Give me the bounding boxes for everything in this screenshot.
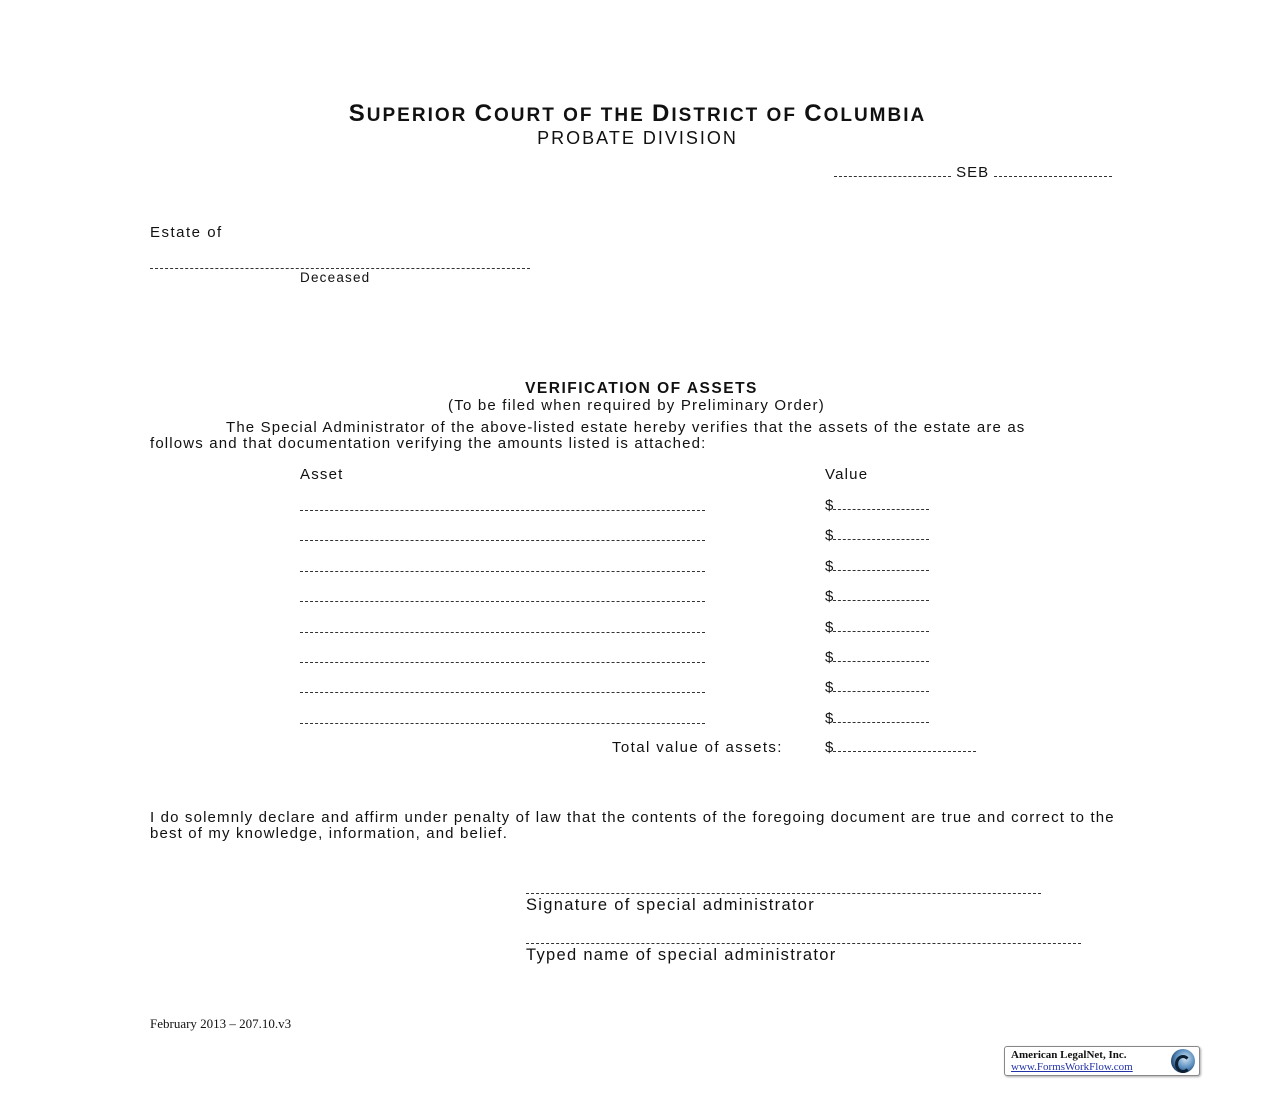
court-title-initial: C bbox=[804, 100, 824, 127]
value-blank[interactable] bbox=[833, 497, 929, 510]
value-blank[interactable] bbox=[833, 527, 929, 540]
court-title-initial: S bbox=[348, 100, 367, 127]
form-title: VERIFICATION OF ASSETS bbox=[525, 380, 758, 397]
case-year-blank[interactable] bbox=[834, 164, 951, 177]
dollar-sign: $ bbox=[825, 588, 834, 605]
estate-label: Estate of bbox=[150, 224, 223, 241]
case-number-blank[interactable] bbox=[994, 164, 1112, 177]
declaration-text: I do solemnly declare and affirm under penalty of law that the contents of the foregoing document are true and correct to the best of my knowledge, information, and belief. bbox=[150, 809, 1115, 842]
asset-field-6[interactable] bbox=[300, 652, 705, 663]
court-title-initial: D bbox=[652, 100, 672, 127]
dollar-sign: $ bbox=[825, 497, 834, 514]
globe-logo-icon bbox=[1171, 1049, 1195, 1073]
value-field-5[interactable] bbox=[825, 619, 929, 636]
value-blank[interactable] bbox=[833, 588, 929, 601]
value-field-8[interactable] bbox=[825, 710, 929, 727]
court-title-part: UPERIOR bbox=[366, 105, 475, 126]
intro-paragraph bbox=[150, 420, 1080, 451]
court-title bbox=[0, 100, 1275, 128]
value-field-7[interactable] bbox=[825, 679, 929, 696]
publisher-link[interactable]: www.FormsWorkFlow.com bbox=[1011, 1061, 1133, 1073]
court-title-initial: C bbox=[474, 100, 494, 127]
value-blank[interactable] bbox=[833, 679, 929, 692]
court-title-part: ISTRICT OF bbox=[671, 105, 805, 126]
dollar-sign: $ bbox=[825, 739, 834, 756]
total-value-blank[interactable] bbox=[833, 739, 976, 752]
deceased-label: Deceased bbox=[300, 270, 371, 285]
intro-text: The Special Administrator of the above-listed estate hereby verifies that the assets of the estate are as follows and that documentation verifying the amounts listed is attached: bbox=[150, 419, 1026, 452]
asset-field-1[interactable] bbox=[300, 500, 705, 511]
value-field-2[interactable] bbox=[825, 527, 929, 544]
dollar-sign: $ bbox=[825, 649, 834, 666]
signature-label: Signature of special administrator bbox=[526, 896, 816, 914]
asset-field-4[interactable] bbox=[300, 591, 705, 602]
court-title-part: OLUMBIA bbox=[823, 105, 927, 126]
form-version: February 2013 – 207.10.v3 bbox=[150, 1016, 292, 1031]
decedent-name-field[interactable] bbox=[150, 258, 530, 269]
signature-field[interactable] bbox=[526, 883, 1041, 894]
value-blank[interactable] bbox=[833, 558, 929, 571]
asset-column-header: Asset bbox=[300, 466, 344, 483]
dollar-sign: $ bbox=[825, 710, 834, 727]
publisher-badge[interactable] bbox=[1004, 1046, 1200, 1076]
value-field-6[interactable] bbox=[825, 649, 929, 666]
form-subtitle: (To be filed when required by Preliminary Order) bbox=[448, 397, 825, 414]
asset-field-2[interactable] bbox=[300, 530, 705, 541]
dollar-sign: $ bbox=[825, 527, 834, 544]
total-value-label: Total value of assets: bbox=[612, 739, 783, 756]
asset-field-3[interactable] bbox=[300, 561, 705, 572]
value-blank[interactable] bbox=[833, 619, 929, 632]
dollar-sign: $ bbox=[825, 679, 834, 696]
value-blank[interactable] bbox=[833, 649, 929, 662]
asset-field-7[interactable] bbox=[300, 682, 705, 693]
asset-field-8[interactable] bbox=[300, 713, 705, 724]
court-title-part: OURT OF THE bbox=[493, 105, 653, 126]
value-field-1[interactable] bbox=[825, 497, 929, 514]
value-field-3[interactable] bbox=[825, 558, 929, 575]
typed-name-label: Typed name of special administrator bbox=[526, 946, 837, 964]
value-blank[interactable] bbox=[833, 710, 929, 723]
dollar-sign: $ bbox=[825, 558, 834, 575]
value-column-header: Value bbox=[825, 466, 869, 483]
asset-field-5[interactable] bbox=[300, 622, 705, 633]
dollar-sign: $ bbox=[825, 619, 834, 636]
division-title: PROBATE DIVISION bbox=[537, 128, 738, 148]
case-type-label: SEB bbox=[956, 164, 990, 181]
total-value-field[interactable] bbox=[825, 739, 976, 756]
typed-name-field[interactable] bbox=[526, 933, 1081, 944]
value-field-4[interactable] bbox=[825, 588, 929, 605]
publisher-name: American LegalNet, Inc. bbox=[1011, 1049, 1127, 1061]
case-number-field[interactable] bbox=[834, 164, 1112, 181]
